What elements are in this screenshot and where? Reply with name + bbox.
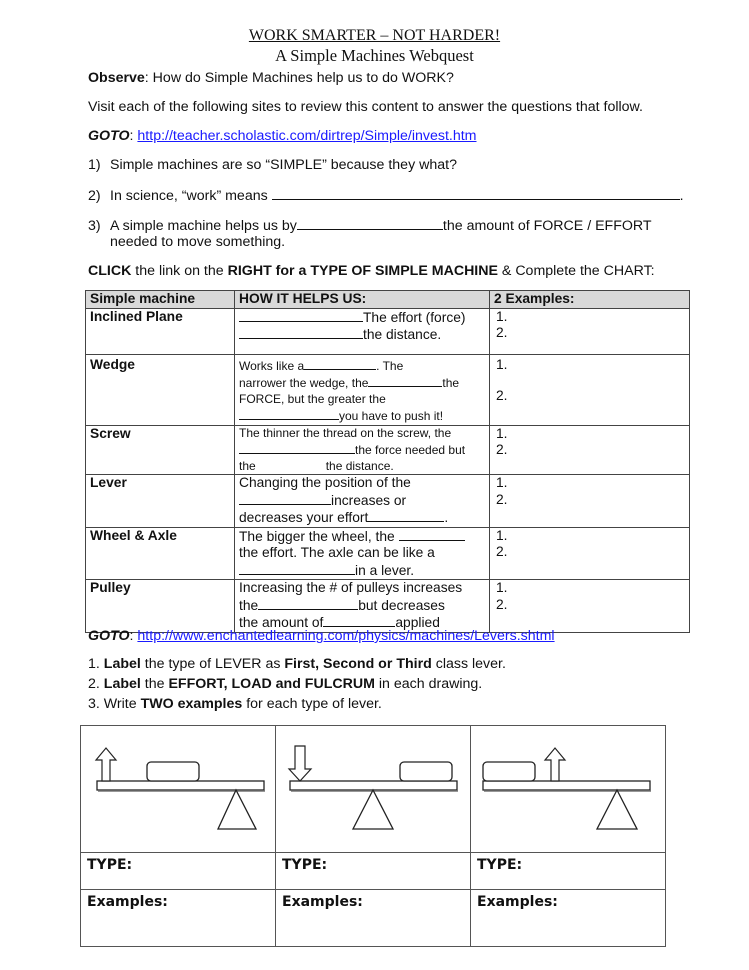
goto-sep: :	[129, 628, 138, 644]
question-number: 2)	[88, 188, 101, 204]
examples-cell[interactable]	[490, 354, 690, 425]
lever-instruction-1	[88, 656, 506, 672]
instruction-text: in each drawing.	[374, 676, 483, 692]
instruction-num: 2.	[88, 676, 104, 692]
lever-instruction-2	[88, 676, 482, 692]
examples-cell[interactable]	[490, 308, 690, 354]
page-title: WORK SMARTER – NOT HARDER!	[248, 27, 501, 44]
example-2: 2.	[496, 442, 508, 457]
instruction-bold: Label	[103, 656, 141, 672]
how-text: narrower the wedge, the	[239, 376, 369, 390]
answer-blank[interactable]	[258, 597, 358, 610]
enchantedlearning-link[interactable]: http://www.enchantedlearning.com/physics/machines/Levers.shtml	[137, 628, 555, 644]
answer-blank[interactable]	[399, 528, 465, 541]
lever-diagram-icon	[276, 726, 471, 852]
machine-name: Inclined Plane	[86, 308, 235, 354]
example-2: 2.	[496, 491, 508, 507]
examples-cell[interactable]	[490, 580, 690, 633]
header-how-it-helps: HOW IT HELPS US:	[235, 291, 490, 309]
header-simple-machine: Simple machine	[86, 291, 235, 309]
how-text: the effort. The axle can be like a	[239, 545, 435, 560]
lever-type-row	[81, 853, 666, 890]
example-2: 2.	[496, 596, 508, 612]
how-text: Works like a	[239, 358, 305, 373]
lever-table	[80, 725, 666, 947]
examples-cell-2[interactable]: Examples:	[276, 890, 471, 947]
how-text: in a lever.	[355, 562, 415, 578]
instruction-bold: First, Second or Third	[284, 656, 432, 672]
answer-blank[interactable]	[239, 407, 339, 420]
goto-line-2	[88, 628, 555, 644]
answer-blank[interactable]	[239, 441, 355, 454]
example-1: 1.	[496, 475, 508, 490]
answer-blank[interactable]	[323, 614, 395, 627]
instruction-num: 3. Write	[88, 696, 141, 712]
table-row	[86, 354, 690, 425]
how-cell	[235, 354, 490, 425]
answer-blank[interactable]	[239, 562, 355, 575]
how-cell	[235, 527, 490, 580]
click-bold-2: RIGHT for a TYPE OF SIMPLE MACHINE	[227, 263, 498, 279]
table-row	[86, 527, 690, 580]
example-1: 1.	[496, 527, 508, 543]
period: .	[679, 188, 684, 204]
how-text: increases or	[331, 492, 407, 508]
instruction-text: the	[140, 676, 169, 692]
question-text: Simple machines are so “SIMPLE” because they what?	[110, 157, 457, 173]
simple-machines-chart	[85, 290, 690, 633]
header-examples: 2 Examples:	[490, 291, 690, 309]
how-text: .	[444, 510, 449, 525]
how-text: but decreases	[358, 597, 445, 613]
lever-drawing-1	[81, 726, 276, 853]
table-row	[86, 308, 690, 354]
question-2	[88, 187, 684, 204]
click-text: the link on the	[131, 263, 228, 279]
type-cell-3[interactable]: TYPE:	[471, 853, 666, 890]
machine-name: Wheel & Axle	[86, 527, 235, 580]
question-3-line2: needed to move something.	[110, 234, 286, 250]
instruction-text: class lever.	[431, 656, 506, 672]
how-text: Increasing the # of pulleys increases	[239, 580, 463, 595]
examples-cell[interactable]	[490, 425, 690, 475]
example-1: 1.	[496, 580, 508, 595]
examples-cell[interactable]	[490, 475, 690, 528]
examples-cell-3[interactable]: Examples:	[471, 890, 666, 947]
question-text: A simple machine helps us by	[110, 218, 297, 234]
observe-text: : How do Simple Machines help us to do WORK?	[144, 70, 454, 86]
how-text: the	[239, 458, 256, 473]
chart-header-row	[86, 291, 690, 309]
type-cell-2[interactable]: TYPE:	[276, 853, 471, 890]
lever-diagram-icon	[471, 726, 666, 852]
goto-label: GOTO	[88, 128, 130, 144]
how-text: the	[442, 376, 460, 390]
lever-diagram-icon	[81, 726, 276, 852]
answer-blank[interactable]	[297, 217, 443, 230]
how-text: the	[239, 597, 259, 613]
answer-blank[interactable]	[368, 509, 444, 522]
how-text: applied	[395, 615, 440, 630]
how-text: The thinner the thread on the screw, the	[239, 425, 452, 440]
question-text-post: the amount of FORCE / EFFORT	[442, 218, 652, 234]
how-cell	[235, 425, 490, 475]
instruction-bold: Label	[103, 676, 141, 692]
how-text: decreases your effort	[239, 510, 369, 525]
observe-line	[88, 70, 454, 86]
question-3	[88, 217, 652, 234]
answer-blank[interactable]	[239, 309, 363, 322]
instruction-text: for each type of lever.	[242, 696, 382, 712]
example-1: 1.	[496, 356, 508, 372]
observe-label: Observe	[88, 70, 145, 86]
question-number: 3)	[88, 218, 101, 234]
how-cell	[235, 580, 490, 633]
lever-drawing-3	[471, 726, 666, 853]
instruction-bold: EFFORT, LOAD and FULCRUM	[168, 676, 375, 692]
visit-text: Visit each of the following sites to review this content to answer the questions that follow.	[88, 99, 643, 115]
examples-cell[interactable]	[490, 527, 690, 580]
lever-drawing-2	[276, 726, 471, 853]
table-row	[86, 580, 690, 633]
answer-blank[interactable]	[304, 357, 376, 370]
example-2: 2.	[496, 325, 508, 340]
lever-drawing-row	[81, 726, 666, 853]
question-number: 1)	[88, 157, 101, 173]
table-row	[86, 475, 690, 528]
how-cell	[235, 475, 490, 528]
how-text: Changing the position of the	[239, 475, 411, 490]
examples-cell-1[interactable]: Examples:	[81, 890, 276, 947]
how-text: the distance.	[325, 458, 394, 473]
scholastic-link[interactable]: http://teacher.scholastic.com/dirtrep/Simple/invest.htm	[137, 128, 477, 144]
machine-name: Lever	[86, 475, 235, 528]
instruction-bold: TWO examples	[140, 696, 243, 712]
how-text: . The	[376, 358, 404, 373]
example-1: 1.	[496, 308, 508, 324]
how-cell	[235, 308, 490, 354]
instruction-text: the type of LEVER as	[140, 656, 285, 672]
answer-blank[interactable]	[272, 187, 680, 200]
click-text-2: & Complete the CHART:	[497, 263, 655, 279]
how-text: the amount of	[239, 615, 324, 630]
answer-blank[interactable]	[368, 374, 442, 387]
machine-name: Screw	[86, 425, 235, 475]
goto-sep: :	[129, 128, 138, 144]
goto-line-1	[88, 128, 477, 144]
machine-name: Pulley	[86, 580, 235, 633]
how-text: you have to push it!	[339, 409, 444, 423]
table-row	[86, 425, 690, 475]
how-text: the distance.	[363, 327, 442, 342]
how-text: FORCE, but the greater the	[239, 391, 386, 406]
question-1	[88, 157, 457, 173]
answer-blank[interactable]	[239, 492, 331, 505]
click-bold: CLICK	[88, 263, 132, 279]
type-cell-1[interactable]: TYPE:	[81, 853, 276, 890]
question-text: In science, “work” means	[110, 188, 272, 204]
machine-name: Wedge	[86, 354, 235, 425]
lever-instruction-3	[88, 696, 382, 712]
instruction-num: 1.	[88, 656, 104, 672]
lever-examples-row	[81, 890, 666, 947]
example-1: 1.	[496, 425, 508, 441]
how-text: the force needed but	[355, 443, 466, 457]
answer-blank[interactable]	[239, 326, 363, 339]
page-subtitle: A Simple Machines Webquest	[275, 46, 474, 65]
how-text: The effort (force)	[363, 309, 466, 325]
how-text: The bigger the wheel, the	[239, 528, 395, 544]
click-instruction	[88, 263, 655, 279]
example-2: 2.	[496, 544, 508, 559]
example-2: 2.	[496, 388, 508, 403]
goto-label: GOTO	[88, 628, 130, 644]
